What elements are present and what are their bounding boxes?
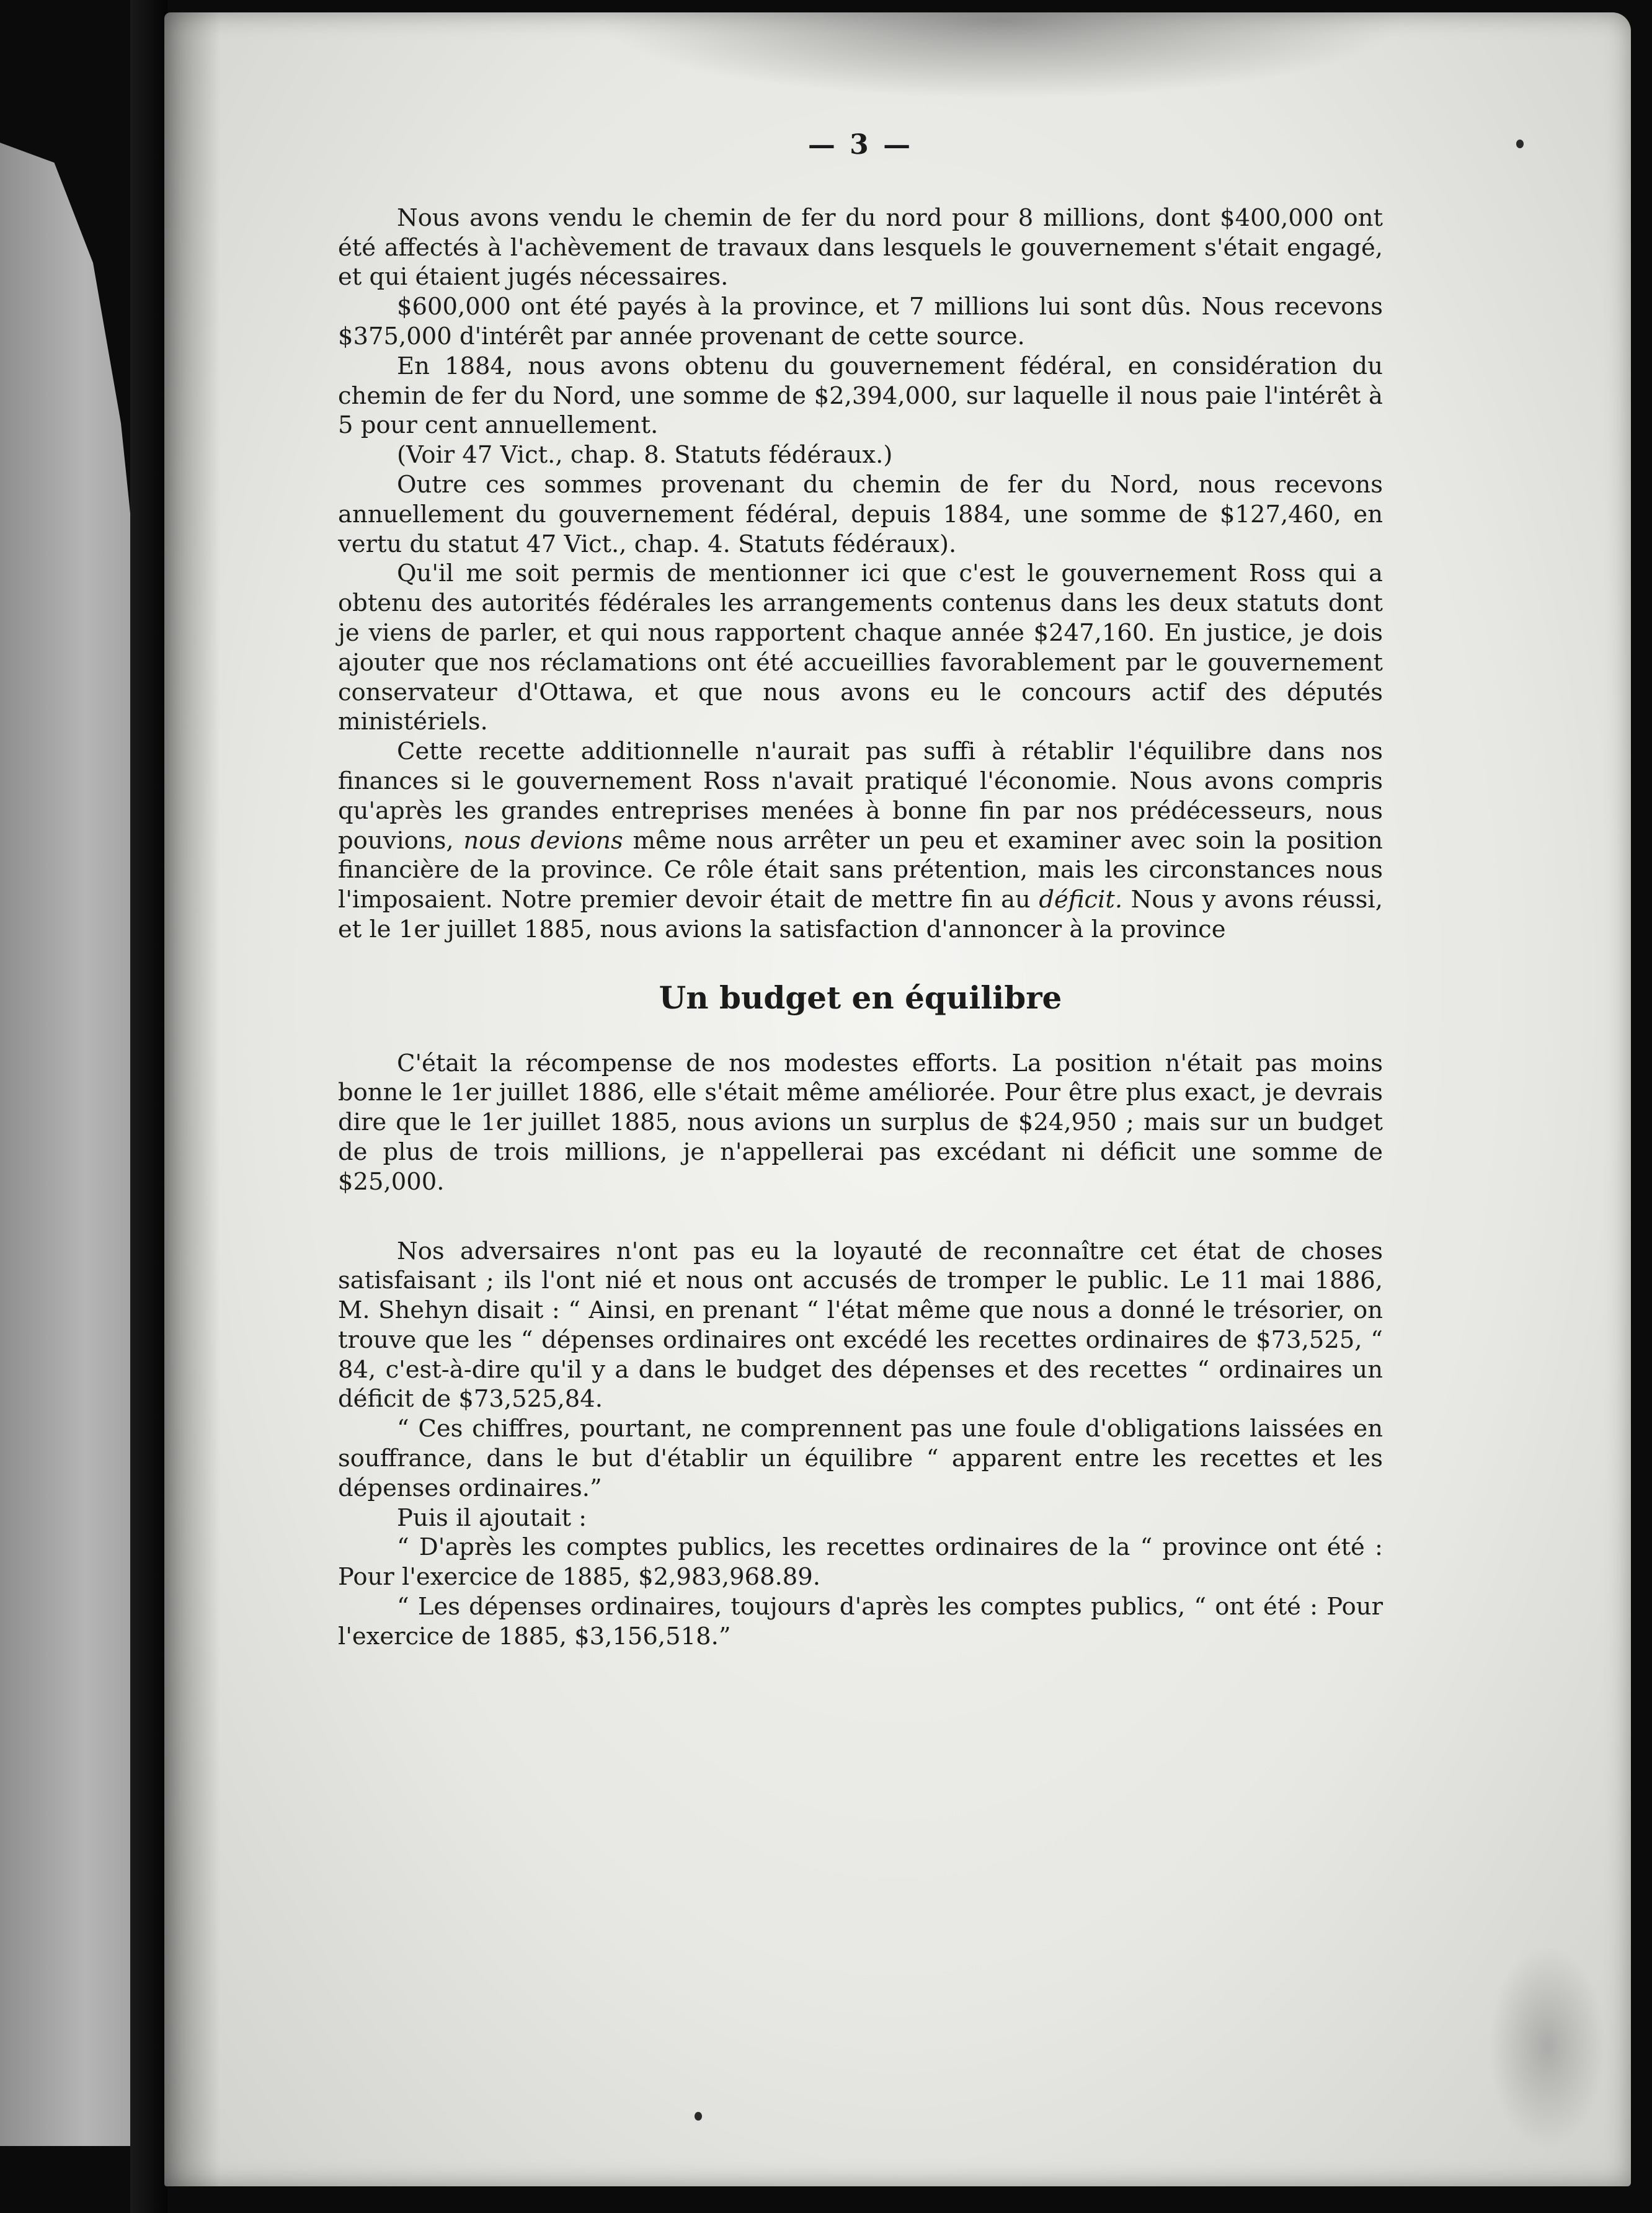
ink-dot <box>695 2112 702 2121</box>
paragraph: Puis il ajoutait : <box>397 1503 587 1532</box>
ink-dot <box>1516 140 1524 148</box>
emphasis-text: déficit. <box>1039 886 1123 914</box>
page-number: — 3 — <box>807 129 913 161</box>
emphasis-text: nous devions <box>463 826 623 855</box>
section-heading: Un budget en équilibre <box>659 979 1062 1016</box>
paragraph-economy <box>338 737 1383 945</box>
text-run: Cette recette additionnelle n'aurait pas suffi à rétablir l'équilibre dans nos finances si le gouvernement Ross n'avait pratiqué l'économie. Nous avons compris qu'après les grandes entreprises menées à bonne fin par nos prédécesseurs, nous pouvions, <box>338 737 1383 855</box>
paragraph-gap <box>338 1197 1383 1237</box>
text-run: Nous y avons réussi, et le 1er juillet 1885, nous avions la satisfaction d'annoncer à la province <box>338 886 1383 943</box>
paragraph: (Voir 47 Vict., chap. 8. Statuts fédéraux.) <box>397 441 893 470</box>
paragraph: “ Ces chiffres, pourtant, ne comprennent pas une foule d'obligations laissées en souffrance, dans le but d'établir un équilibre “ apparent entre les recettes et les dépenses ordinaires.” <box>338 1415 1383 1502</box>
paragraph: “ Les dépenses ordinaires, toujours d'après les comptes publics, “ ont été : Pour l'exercice de 1885, $3,156,518.” <box>338 1593 1383 1650</box>
paragraph: C'était la récompense de nos modestes efforts. La position n'était pas moins bonne le 1er juillet 1886, elle s'était même améliorée. Pour être plus exact, je devrais dire que le 1er juillet 1885, nous avions un surplus de $24,950 ; mais sur un budget de plus de trois millions, je n'appellerai pas excédant ni déficit une somme de $25,000. <box>338 1049 1383 1196</box>
binding-shadow <box>130 0 167 2213</box>
page-text <box>338 130 1383 1652</box>
paragraph: Nos adversaires n'ont pas eu la loyauté de reconnaître cet état de choses satisfaisant ; ils l'ont nié et nous ont accusés de tromper le public. Le 11 mai 1886, M. Shehyn disait : “ Ainsi, en prenant “ l'état même que nous a donné le trésorier, on trouve que les “ dépenses ordinaires ont excédé les recettes ordinaires de $73,525, “ 84, c'est-à-dire qu'il y a dans le budget des dépenses et des recettes “ ordinaires un déficit de $73,525,84. <box>338 1237 1383 1414</box>
paragraph: $600,000 ont été payés à la province, et 7 millions lui sont dûs. Nous recevons $375,000 d'intérêt par année provenant de cette source. <box>338 293 1383 350</box>
paragraph: Qu'il me soit permis de mentionner ici que c'est le gouvernement Ross qui a obtenu des autorités fédérales les arrangements contenus dans les deux statuts dont je viens de parler, et qui nous rapportent chaque année $247,160. En justice, je dois ajouter que nos réclamations ont été accueillies favorablement par le gouvernement conservateur d'Ottawa, et que nous avons eu le concours actif des députés ministériels. <box>338 559 1383 736</box>
page-stain <box>598 12 1405 99</box>
paragraph: Outre ces sommes provenant du chemin de fer du Nord, nous recevons annuellement du gouvernement fédéral, depuis 1884, une somme de $127,460, en vertu du statut 47 Vict., chap. 4. Statuts fédéraux). <box>338 470 1383 558</box>
paragraph: Nous avons vendu le chemin de fer du nord pour 8 millions, dont $400,000 ont été affectés à l'achèvement de travaux dans lesquels le gouvernement s'était engagé, et qui étaient jugés nécessaires. <box>338 203 1383 292</box>
text-run: même nous arrêter un peu et examiner avec soin la position financière de la province. Ce rôle était sans prétention, mais les circonstances nous l'imposaient. Notre premier devoir était de mettre fin au <box>338 826 1383 914</box>
paragraph: “ D'après les comptes publics, les recettes ordinaires de la “ province ont été : Pour l'exercice de 1885, $2,983,968.89. <box>338 1533 1383 1592</box>
spine-shadow <box>164 12 220 2186</box>
page-blotch <box>1488 1944 1606 2149</box>
paragraph: En 1884, nous avons obtenu du gouvernement fédéral, en considération du chemin de fer du Nord, une somme de $2,394,000, sur laquelle il nous paie l'intérêt à 5 pour cent annuellement. <box>338 352 1383 440</box>
